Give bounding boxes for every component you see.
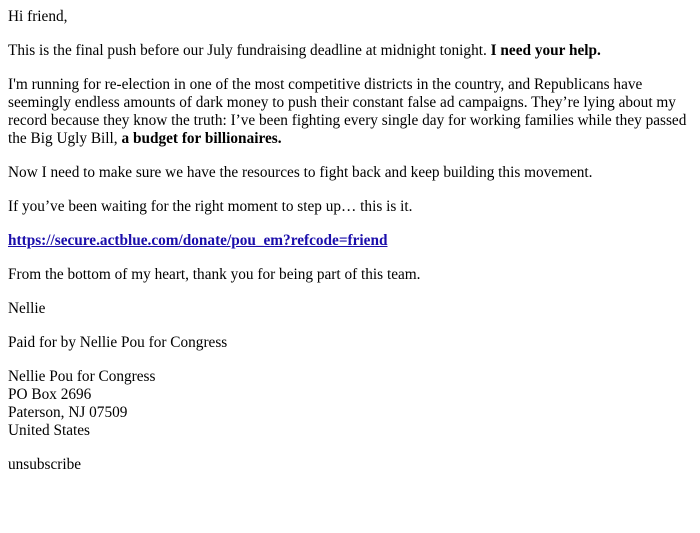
unsubscribe-paragraph — [8, 456, 692, 474]
address-name: Nellie Pou for Congress — [8, 368, 156, 385]
intro-paragraph — [8, 42, 692, 60]
email-body — [8, 0, 692, 474]
donate-link[interactable]: https://secure.actblue.com/donate/pou_em?refcode=friend — [8, 232, 388, 249]
thanks-paragraph: From the bottom of my heart, thank you for being part of this team. — [8, 266, 421, 283]
body-paragraph — [8, 76, 692, 148]
body-text: I'm running for re-election in one of the most competitive districts in the country, and Republicans have seemingly endless amounts of dark money to push their constant false ad campaigns. They’re lying about my record because they know the truth: I’ve been fighting every single day for working families while they passed the Big Ugly Bill, — [8, 76, 687, 147]
mailing-address — [8, 368, 692, 440]
resources-paragraph: Now I need to make sure we have the resources to fight back and keep building this movement. — [8, 164, 593, 181]
address-line2: Paterson, NJ 07509 — [8, 404, 128, 421]
greeting: Hi friend, — [8, 8, 68, 25]
waiting-paragraph: If you’ve been waiting for the right moment to step up… this is it. — [8, 198, 413, 215]
address-country: United States — [8, 422, 90, 439]
signature: Nellie — [8, 300, 46, 317]
intro-emphasis: I need your help. — [490, 42, 601, 59]
donate-paragraph — [8, 232, 692, 250]
unsubscribe-link[interactable]: unsubscribe — [8, 456, 82, 473]
intro-text: This is the final push before our July fundraising deadline at midnight tonight. — [8, 42, 487, 59]
address-line1: PO Box 2696 — [8, 386, 92, 403]
paid-for-disclaimer: Paid for by Nellie Pou for Congress — [8, 334, 228, 351]
body-emphasis: a budget for billionaires. — [121, 130, 282, 147]
